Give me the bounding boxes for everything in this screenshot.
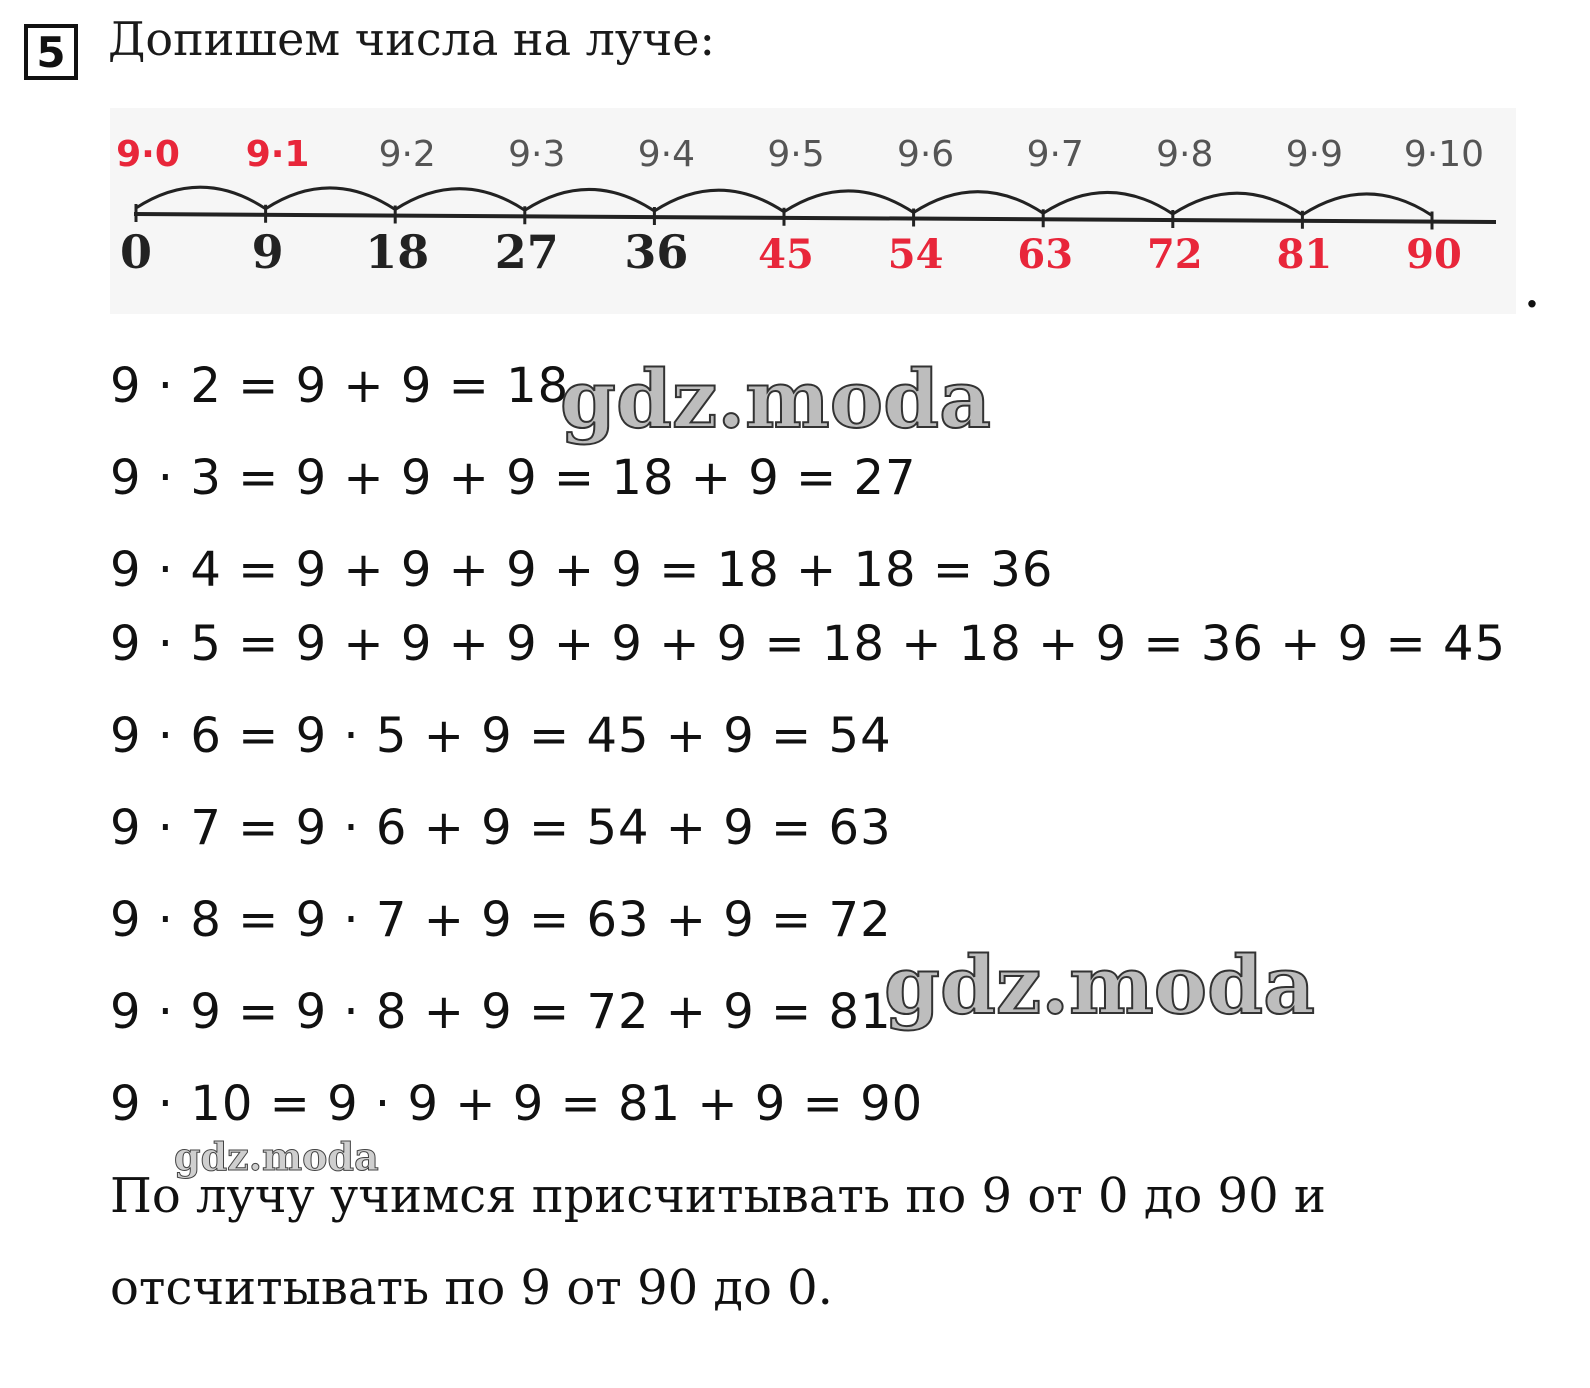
equation-line: 9 · 2 = 9 + 9 = 18 — [110, 358, 570, 414]
ray-bottom-label: 18 — [365, 225, 430, 279]
ray-bottom-label: 27 — [494, 225, 559, 279]
conclusion-line: По лучу учимся присчитывать по 9 от 0 до 90 и — [110, 1168, 1326, 1224]
ray-arc — [525, 189, 655, 211]
ray-arc — [266, 188, 396, 210]
ray-bottom-label: 0 — [119, 225, 153, 279]
equation-line: 9 · 4 = 9 + 9 + 9 + 9 = 18 + 18 = 36 — [110, 542, 1054, 598]
conclusion-line: отсчитывать по 9 от 90 до 0. — [110, 1260, 833, 1316]
ray-bottom-label: 81 — [1276, 231, 1333, 278]
watermark: gdz.moda — [884, 938, 1315, 1032]
watermark: gdz.moda — [560, 352, 991, 446]
ray-arc — [395, 189, 525, 211]
ray-bottom-label: 90 — [1406, 231, 1462, 278]
ray-bottom-label: 45 — [758, 231, 814, 278]
ray-arc — [914, 192, 1044, 214]
ray-top-label: 9·7 — [1026, 134, 1084, 175]
ray-top-label: 9·8 — [1156, 134, 1214, 175]
equation-line: 9 · 7 = 9 · 6 + 9 = 54 + 9 = 63 — [110, 800, 892, 856]
number-ray — [110, 108, 1516, 314]
equation-line: 9 · 6 = 9 · 5 + 9 = 45 + 9 = 54 — [110, 708, 892, 764]
equation-line: 9 · 8 = 9 · 7 + 9 = 63 + 9 = 72 — [110, 892, 892, 948]
ray-bottom-label: 54 — [887, 231, 944, 278]
ray-top-label: 9·9 — [1285, 134, 1344, 175]
ray-arc — [784, 191, 914, 213]
ray-top-label: 9·1 — [245, 134, 310, 175]
equation-line: 9 · 5 = 9 + 9 + 9 + 9 + 9 = 18 + 18 + 9 = 36 + 9 = 45 — [110, 616, 1507, 672]
ray-top-label: 9·6 — [896, 134, 955, 175]
ray-line — [134, 214, 1496, 222]
ray-top-label: 9·3 — [508, 134, 566, 175]
ray-top-label: 9·4 — [637, 134, 696, 175]
ray-top-label: 9·10 — [1403, 134, 1485, 175]
task-number: 5 — [24, 24, 78, 80]
task-title: Допишем числа на луче: — [108, 12, 716, 66]
ray-bottom-label: 63 — [1017, 231, 1074, 278]
ray-bottom-label: 36 — [624, 225, 689, 279]
ray-arc — [1302, 194, 1432, 216]
watermark: gdz.moda — [174, 1134, 379, 1179]
equation-line: 9 · 10 = 9 · 9 + 9 = 81 + 9 = 90 — [110, 1076, 924, 1132]
equation-line: 9 · 3 = 9 + 9 + 9 = 18 + 9 = 27 — [110, 450, 917, 506]
period: . — [1525, 270, 1539, 317]
ray-bottom-label: 72 — [1146, 231, 1203, 278]
ray-bottom-label: 9 — [251, 225, 284, 279]
ray-top-label: 9·5 — [767, 134, 825, 175]
ray-arc — [1173, 193, 1303, 215]
ray-arc — [1043, 192, 1173, 214]
ray-top-label: 9·2 — [378, 134, 436, 175]
equation-line: 9 · 9 = 9 · 8 + 9 = 72 + 9 = 81 — [110, 984, 892, 1040]
ray-top-label: 9·0 — [116, 134, 180, 175]
ray-arc — [654, 190, 784, 212]
number-ray-figure — [110, 108, 1516, 314]
ray-arc — [136, 187, 266, 209]
